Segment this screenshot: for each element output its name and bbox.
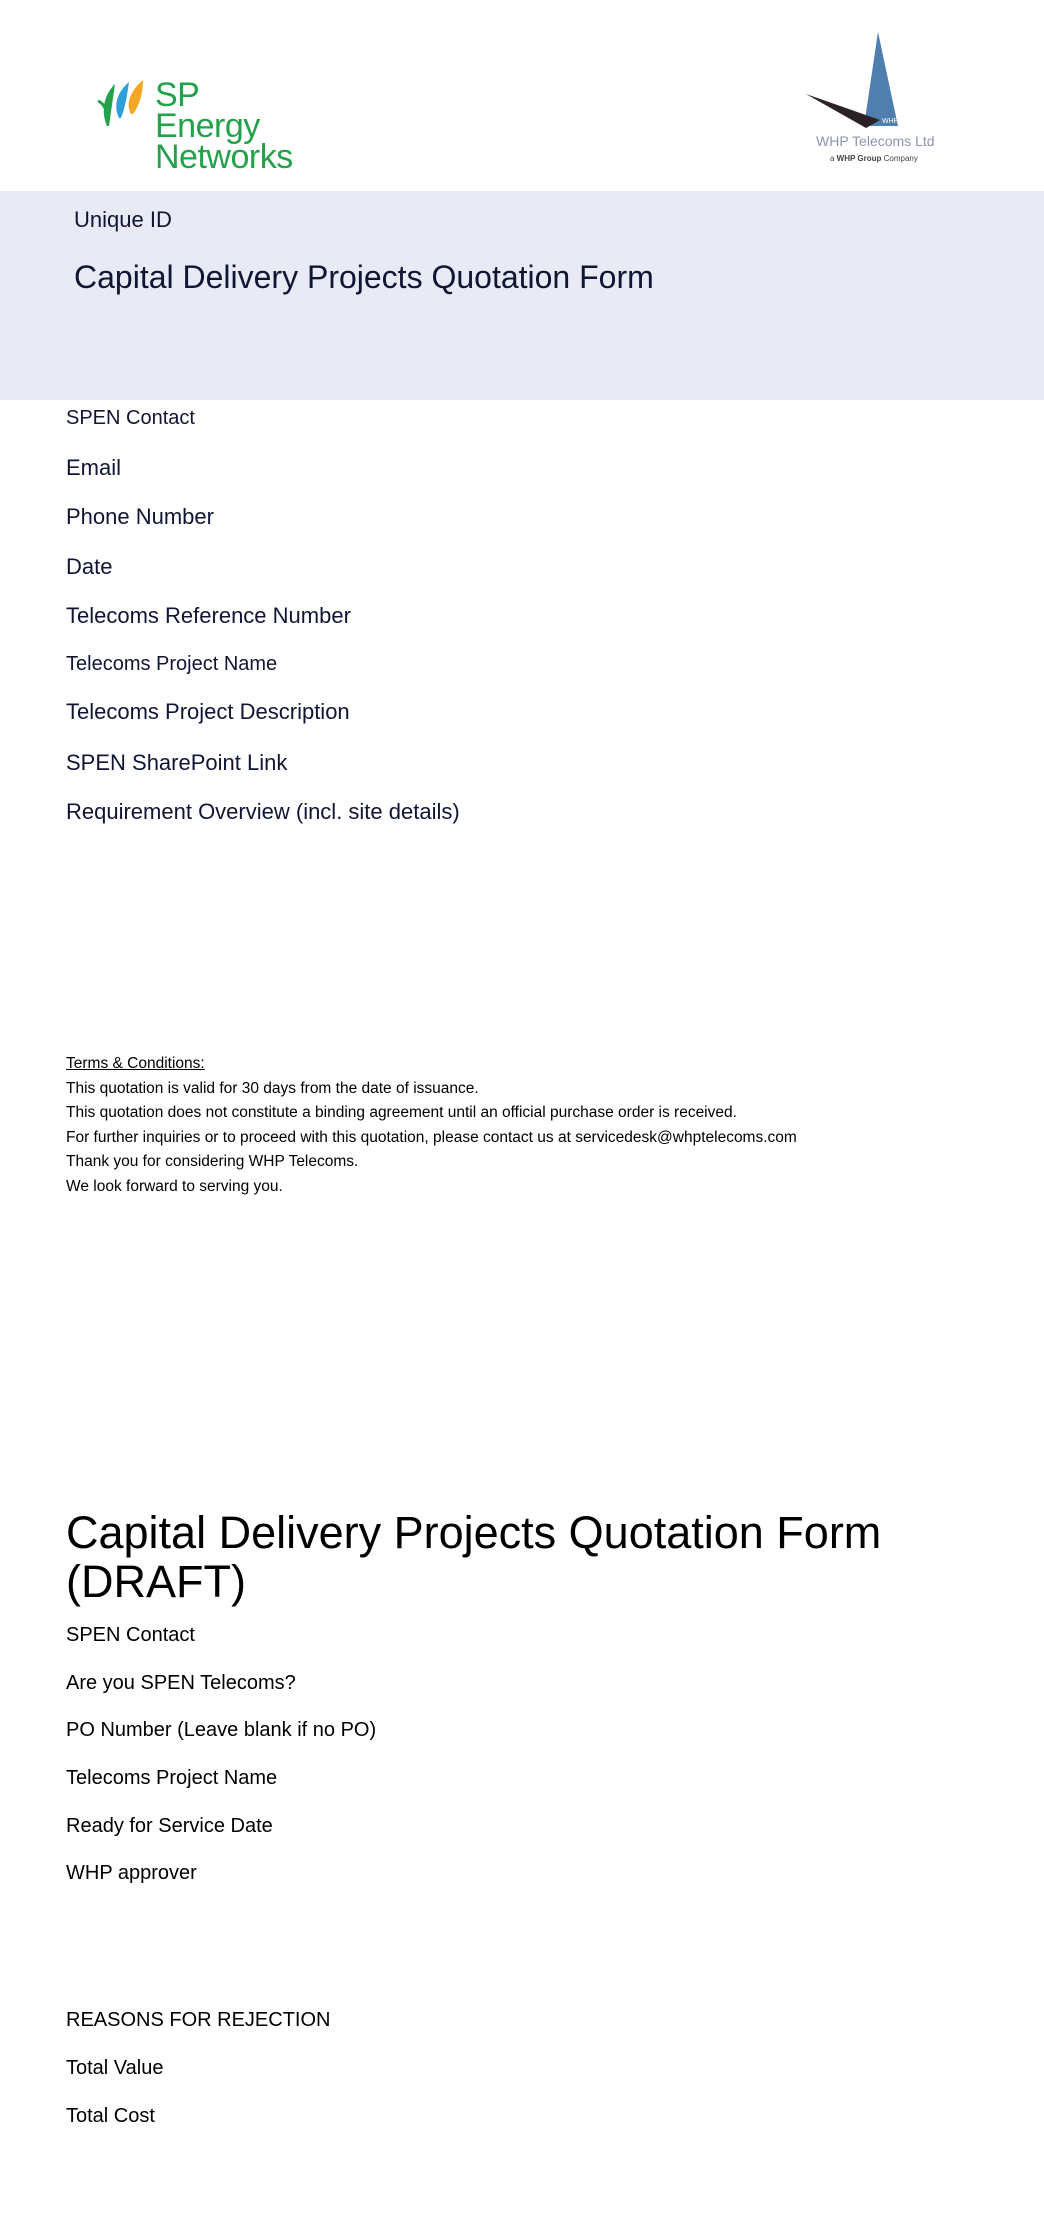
whp-logo-sub: a WHP Group Company [830, 154, 918, 163]
draft-field-ready-for-service-date: Ready for Service Date [66, 1815, 273, 1837]
terms-line: For further inquiries or to proceed with this quotation, please contact us at servicedesk@whptelecoms.com [66, 1128, 797, 1146]
field-phone-number: Phone Number [66, 504, 214, 529]
reasons-for-rejection-label: REASONS FOR REJECTION [66, 2009, 331, 2031]
draft-form-title: Capital Delivery Projects Quotation Form (DRAFT) [66, 1507, 882, 1607]
field-telecoms-project-name: Telecoms Project Name [66, 653, 278, 675]
terms-line: Thank you for considering WHP Telecoms. [66, 1153, 359, 1170]
terms-line: We look forward to serving you. [66, 1177, 283, 1195]
leaf-icon [97, 78, 151, 128]
sp-energy-networks-logo [97, 76, 307, 176]
form-title: Capital Delivery Projects Quotation Form [74, 259, 654, 295]
total-value-label: Total Value [66, 2057, 164, 2079]
field-spen-sharepoint-link: SPEN SharePoint Link [66, 750, 288, 775]
terms-heading: Terms & Conditions: [66, 1055, 205, 1072]
unique-id-label: Unique ID [74, 207, 172, 232]
title-banner [0, 191, 1044, 400]
whp-logo-name: WHP Telecoms Ltd [816, 133, 935, 149]
draft-field-project-name: Telecoms Project Name [66, 1767, 278, 1789]
field-telecoms-project-description: Telecoms Project Description [66, 699, 350, 724]
whp-telecoms-logo [798, 30, 948, 170]
draft-field-whp-approver: WHP approver [66, 1862, 197, 1884]
field-telecoms-reference-number: Telecoms Reference Number [66, 603, 351, 628]
total-cost-label: Total Cost [66, 2105, 155, 2127]
field-spen-contact: SPEN Contact [66, 407, 195, 429]
whp-badge: WHP [882, 118, 899, 125]
terms-line: This quotation is valid for 30 days from the date of issuance. [66, 1079, 479, 1097]
field-date: Date [66, 554, 113, 579]
terms-line: This quotation does not constitute a binding agreement until an official purchase order is received. [66, 1104, 737, 1121]
page-header [0, 0, 1044, 191]
field-requirement-overview: Requirement Overview (incl. site details) [66, 799, 460, 824]
draft-field-spen-telecoms: Are you SPEN Telecoms? [66, 1672, 296, 1694]
field-email: Email [66, 455, 122, 480]
terms-and-conditions [66, 1052, 797, 1199]
sp-logo-wordmark: SP Energy Networks [155, 76, 293, 176]
whp-triangle-icon [798, 30, 948, 132]
draft-field-po-number: PO Number (Leave blank if no PO) [66, 1719, 377, 1741]
draft-field-spen-contact: SPEN Contact [66, 1624, 195, 1646]
